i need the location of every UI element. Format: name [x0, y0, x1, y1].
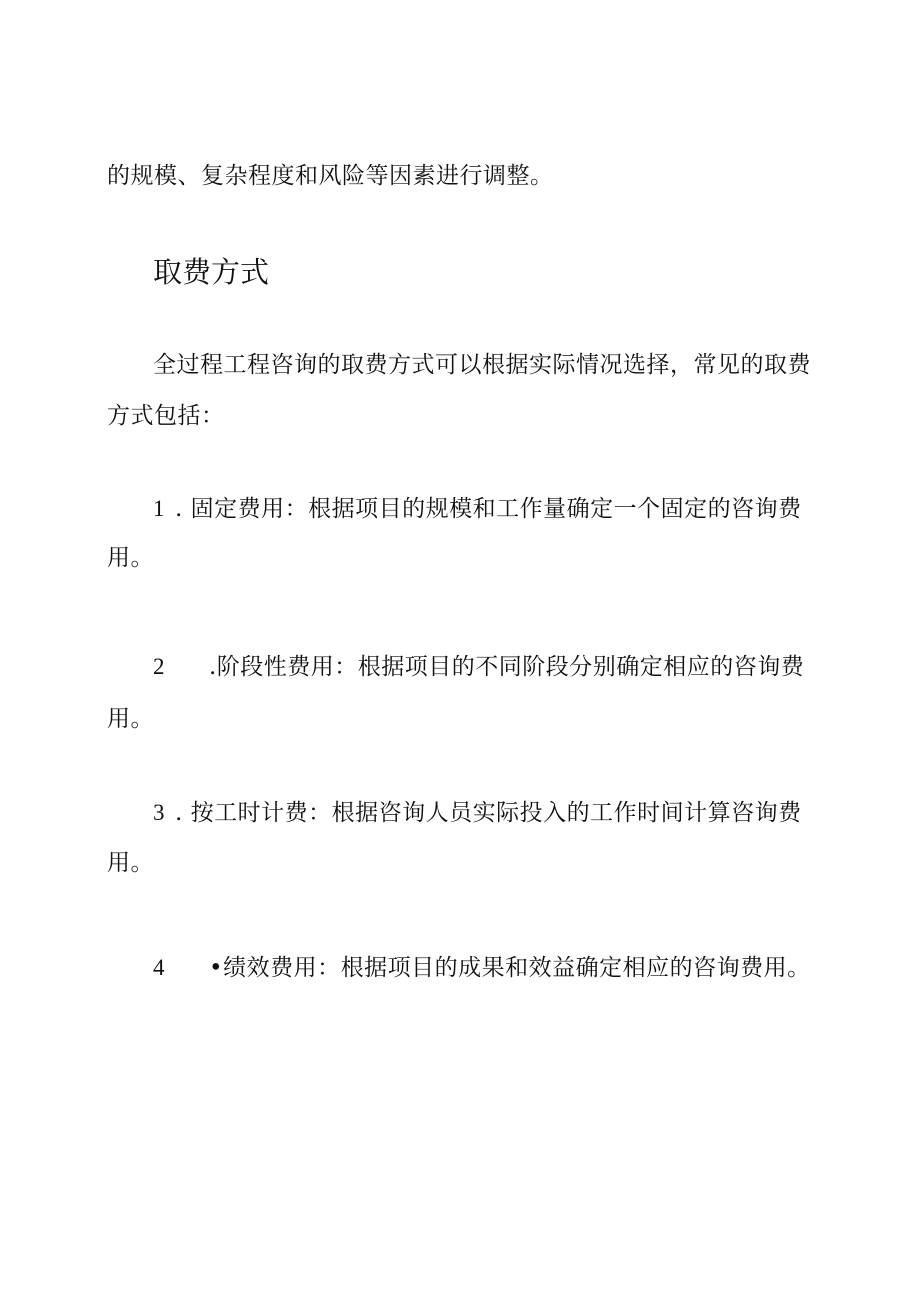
list-item-2-text: .阶段性费用：根据项目的不同阶段分别确定相应的咨询费 — [209, 654, 805, 680]
list-item-2-continuation: 用。 — [107, 706, 154, 732]
list-item-1 — [0, 494, 920, 524]
list-item-4-text: •绩效费用：根据项目的成果和效益确定相应的咨询费用。 — [209, 955, 811, 981]
list-item-3-number: 3 — [153, 800, 165, 825]
list-item-4-number: 4 — [153, 955, 165, 980]
list-item-3-continuation: 用。 — [107, 850, 154, 876]
list-item-1-text: . 固定费用：根据项目的规模和工作量确定一个固定的咨询费 — [175, 496, 802, 522]
list-item-2 — [0, 652, 920, 682]
list-item-3-text: . 按工时计费：根据咨询人员实际投入的工作时间计算咨询费 — [175, 800, 802, 826]
list-item-2-number: 2 — [153, 654, 165, 679]
list-item-4 — [0, 953, 920, 983]
section-intro-line-2: 方式包括： — [107, 403, 225, 429]
list-item-3 — [0, 798, 920, 828]
section-intro-line-1: 全过程工程咨询的取费方式可以根据实际情况选择，常见的取费 — [153, 352, 811, 378]
list-item-1-continuation: 用。 — [107, 545, 154, 571]
section-heading: 取费方式 — [153, 255, 270, 289]
list-item-1-number: 1 — [153, 496, 165, 521]
intro-tail-paragraph: 的规模、复杂程度和风险等因素进行调整。 — [107, 163, 554, 189]
